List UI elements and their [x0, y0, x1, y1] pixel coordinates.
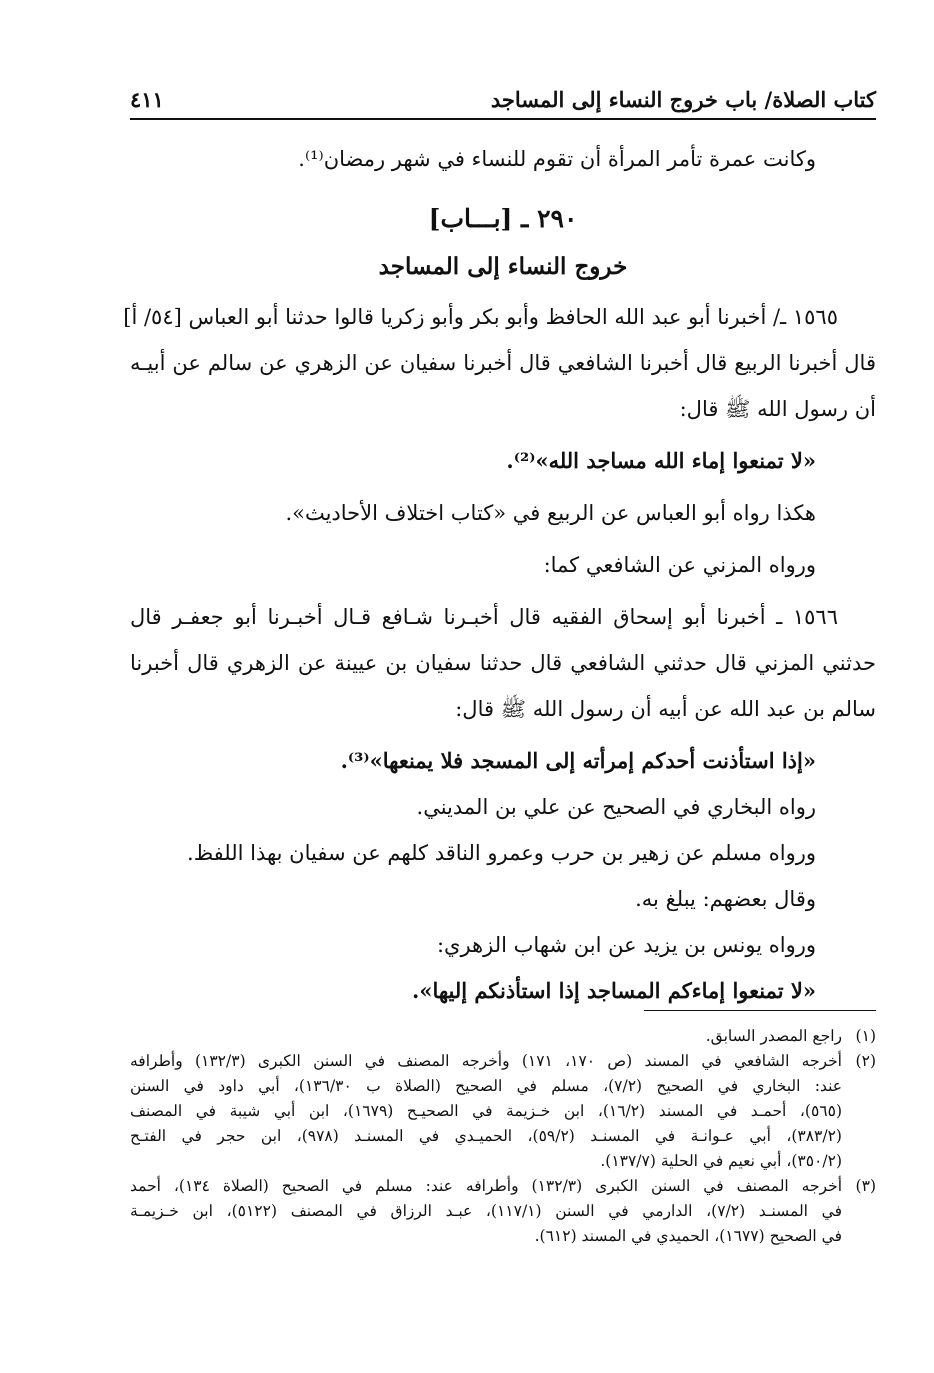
- hadith-1566-line: رواه البخاري في الصحيح عن علي بن المديني.: [416, 795, 816, 819]
- footnote-line: أخرجه المصنف في السنن الكبرى (١٣٢/٣) وأطرافه عند: مسلم في الصحيح (الصلاة ١٣٤)، أحمد: [130, 1177, 843, 1195]
- text-line: وكانت عمرة تأمر المرأة أن تقوم للنساء في شهر رمضان⁽¹⁾.: [298, 147, 816, 171]
- hadith-1566-line: وقال بعضهم: يبلغ به.: [635, 887, 816, 911]
- footnote-line: (٣٥٠/٢)، أبي نعيم في الحلية (١٣٧/٧).: [600, 1152, 842, 1170]
- hadith-1565-matn: «لا تمنعوا إماء الله مساجد الله»⁽²⁾.: [506, 448, 816, 473]
- hadith-1566-line: ورواه يونس بن يزيد عن ابن شهاب الزهري:: [436, 933, 816, 957]
- hadith-1565-line: قال أخبرنا الربيع قال أخبرنا الشافعي قال أخبرنا سفيان عن الزهري عن سالم عن أبيـه: [130, 351, 876, 375]
- footnote-line: في الصحيح (١٦٧٧)، الحميدي في المسند (٦١٢).: [534, 1227, 842, 1245]
- hadith-1566-line: سالم بن عبد الله عن أبيه أن رسول الله ﷺ قال:: [455, 697, 876, 721]
- hadith-1566-line: حدثني المزني قال حدثني الشافعي قال حدثنا سفيان بن عيينة عن الزهري قال أخبرنا: [130, 651, 876, 675]
- footnote-line: في المسنـد (٧/٢)، الدارمي في السنن (١١٧/١)، عبـد الرزاق في المصنف (٥١٢٢)، ابن خـزيمـة: [130, 1202, 842, 1220]
- footnote-line: (٥٦٥)، أحمـد في المسند (١٦/٢)، ابن خـزيمة في الصحيـح (١٦٧٩)، ابن أبي شيبة في المصنف: [130, 1102, 842, 1120]
- footnote-line: عند: البخاري في الصحيح (٧/٢)، مسلم في الصحيح (الصلاة ب ١٣٦/٣٠)، أبي داود في السنن: [130, 1077, 843, 1095]
- hadith-1566-matn: «لا تمنعوا إماءكم المساجد إذا استأذنكم إليها».: [412, 978, 816, 1003]
- hadith-1566-matn: «إذا استأذنت أحدكم إمرأته إلى المسجد فلا يمنعها»⁽³⁾.: [340, 748, 816, 773]
- running-header: [130, 72, 876, 120]
- main-text: [123, 136, 876, 1014]
- hadith-1565-line: ١٥٦٥ ـ/ أخبرنا أبو عبد الله الحافظ وأبو بكر وأبو زكريا قالوا حدثنا أبو العباس [٥٤/ أ]: [123, 305, 838, 329]
- footnote-2: [130, 1049, 876, 1174]
- chapter-heading: ٢٩٠ ـ [بـــاب]: [428, 204, 578, 233]
- footnote-line: (٣٨٣/٢)، أبي عـوانـة في المسنـد (٥٩/٢)، الحميـدي في المسنـد (٩٧٨)، ابن حجر في الفتـح: [130, 1127, 842, 1145]
- footnote-1: [130, 1024, 876, 1049]
- hadith-1565-line: أن رسول الله ﷺ قال:: [679, 397, 876, 421]
- hadith-1566-line: ١٥٦٦ ـ أخبرنا أبو إسحاق الفقيه قال أخبـرنا شـافع قـال أخبـرنا أبو جعفـر قال: [130, 605, 838, 629]
- footnote-number: (٢): [855, 1052, 876, 1070]
- footnote-number: (١): [855, 1027, 876, 1045]
- footnotes: [130, 1024, 876, 1249]
- hadith-1566-line: ورواه مسلم عن زهير بن حرب وعمرو الناقد كلهم عن سفيان بهذا اللفظ.: [187, 841, 816, 865]
- hadith-1565-line: هكذا رواه أبو العباس عن الربيع في «كتاب اختلاف الأحاديث».: [285, 501, 816, 525]
- footnote-3: [130, 1174, 876, 1249]
- running-header-title: كتاب الصلاة/ باب خروج النساء إلى المساجد: [490, 87, 876, 112]
- chapter-subheading: خروج النساء إلى المساجد: [378, 253, 628, 280]
- footnote-number: (٣): [855, 1177, 876, 1195]
- hadith-1565-line: ورواه المزني عن الشافعي كما:: [543, 553, 816, 577]
- footnote-line: أخرجه الشافعي في المسند (ص ١٧٠، ١٧١) وأخرجه المصنف في السنن الكبرى (١٣٢/٣) وأطرافه: [130, 1052, 842, 1070]
- footnote-divider: [644, 1010, 876, 1011]
- page-number: ٤١١: [130, 87, 164, 112]
- footnote-line: راجع المصدر السابق.: [705, 1027, 842, 1045]
